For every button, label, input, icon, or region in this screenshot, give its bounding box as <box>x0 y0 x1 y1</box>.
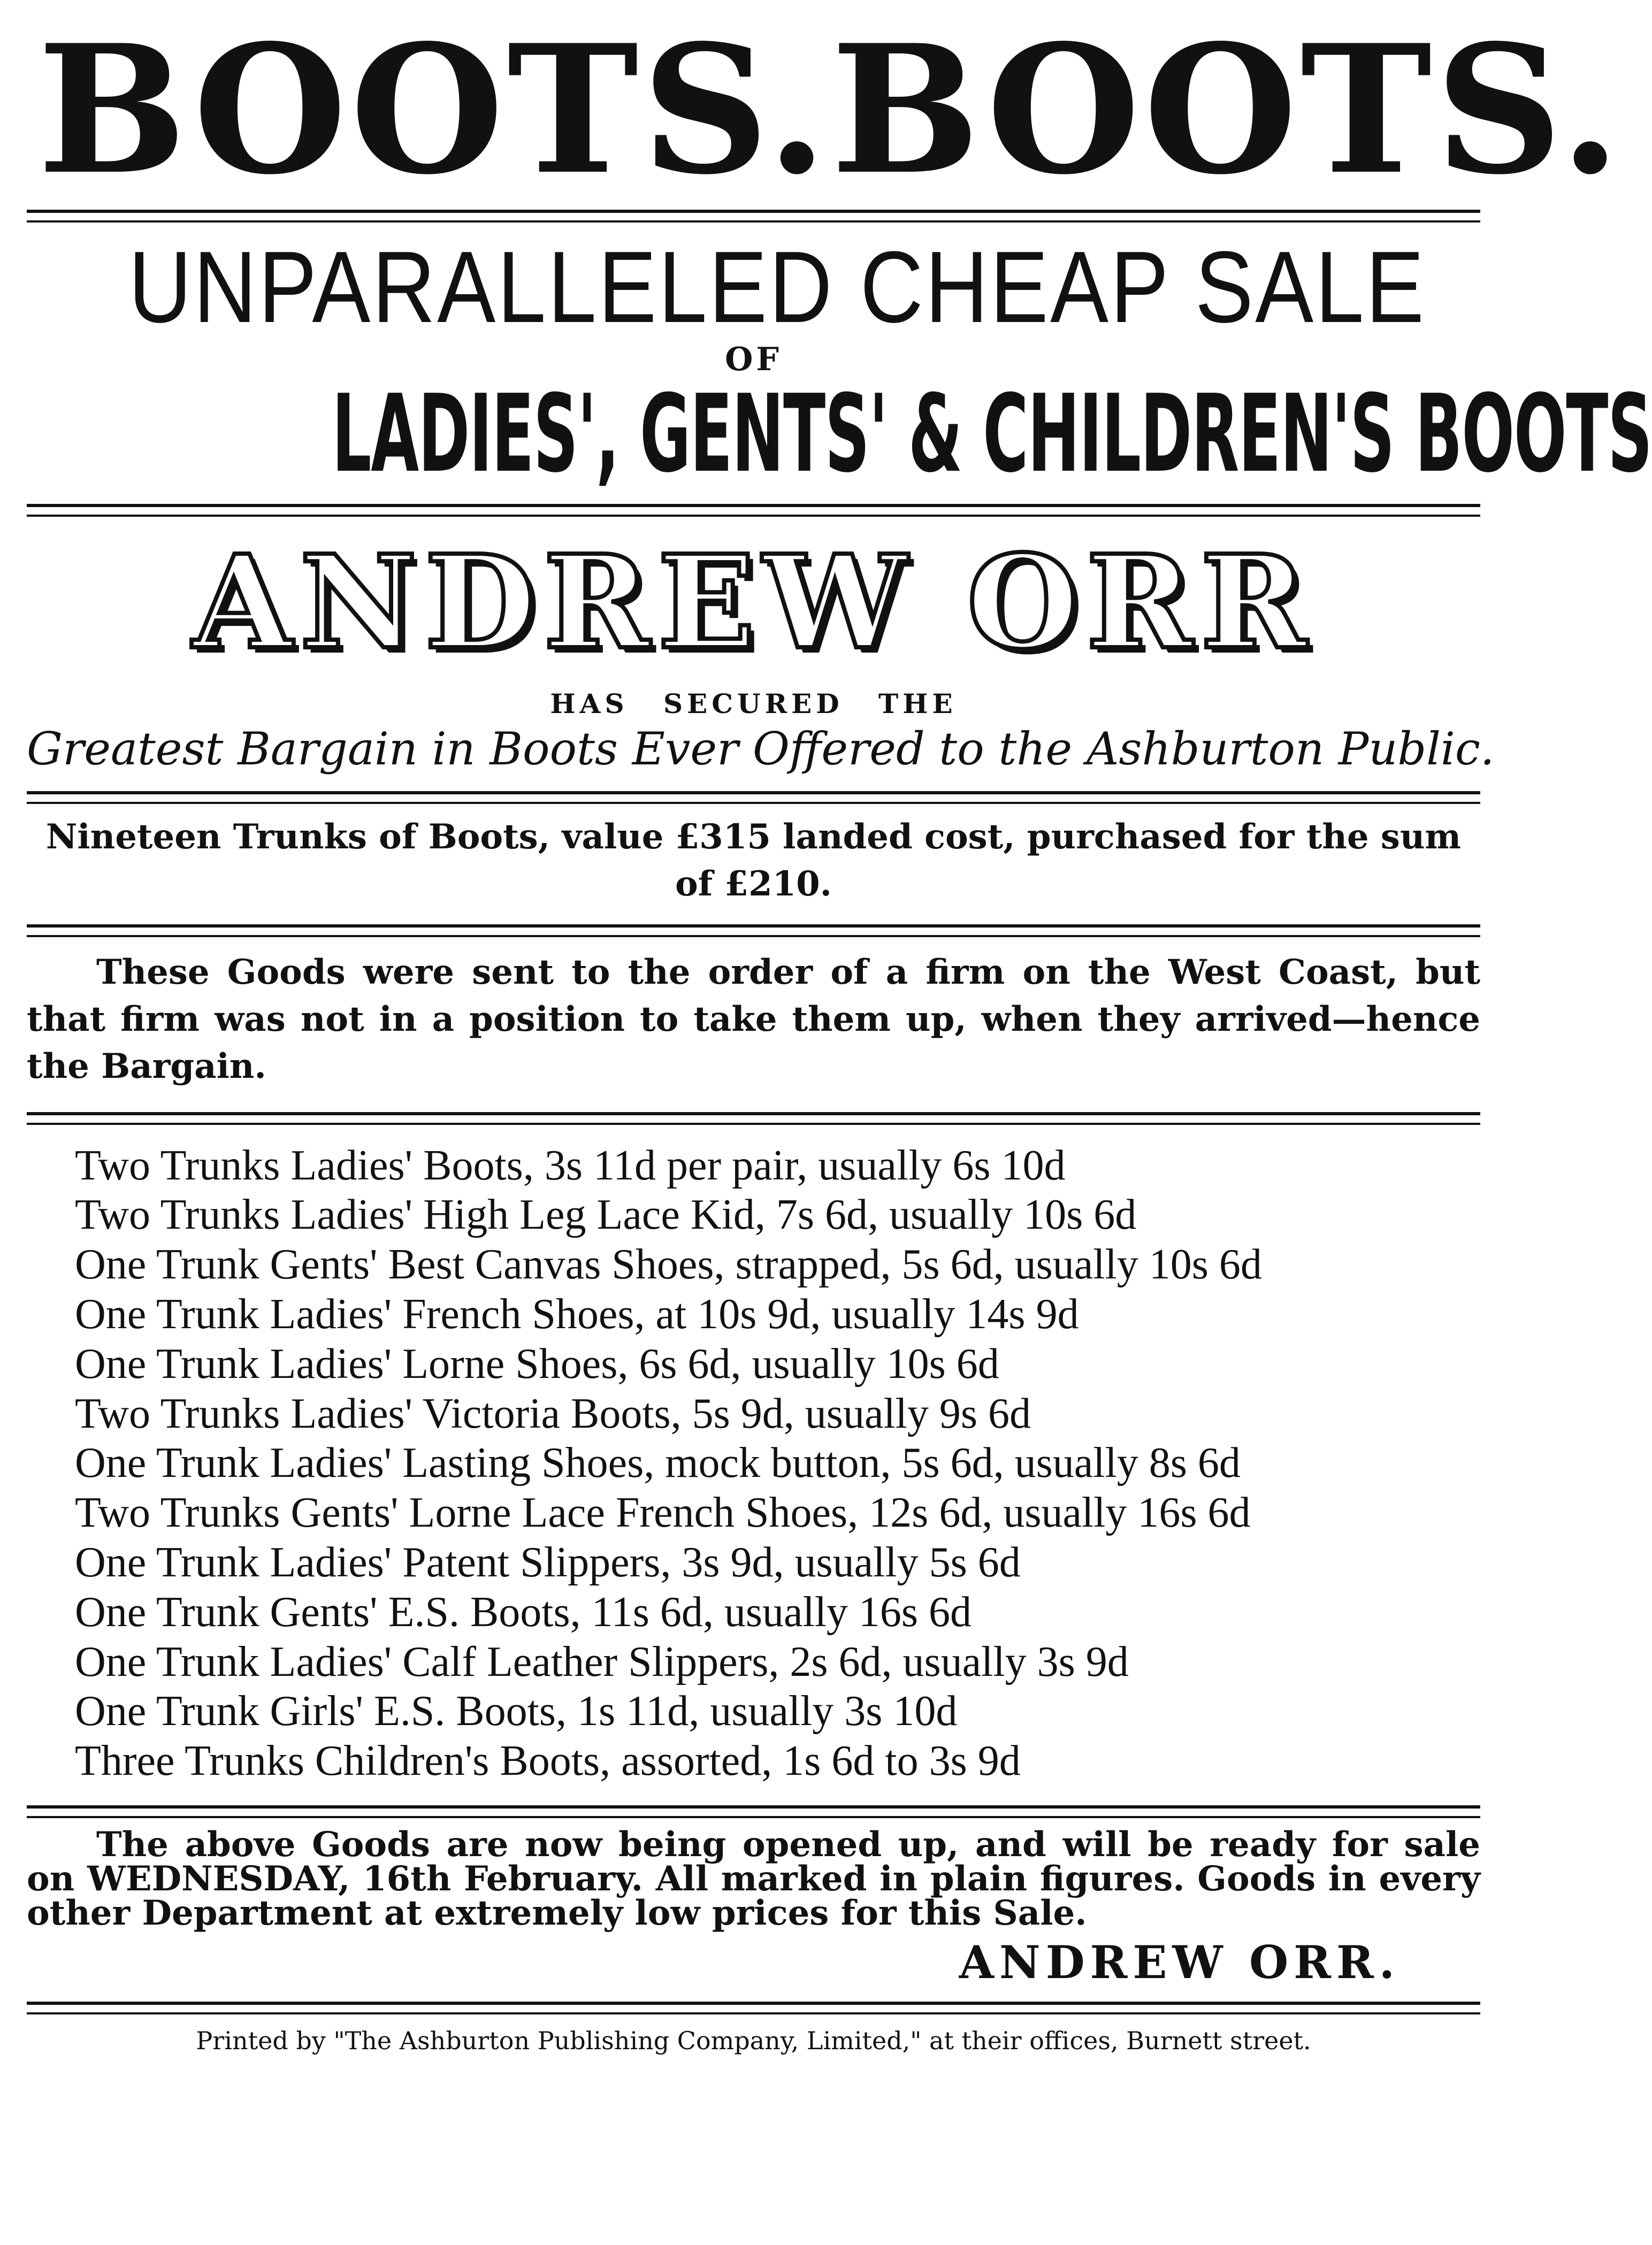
sale-heading: UNPARALLELED CHEAP SALE <box>128 231 1426 344</box>
list-item: Two Trunks Gents' Lorne Lace French Shoes, 12s 6d, usually 16s 6d <box>75 1489 1251 1537</box>
printer-imprint: Printed by "The Ashburton Publishing Company, Limited," at their offices, Burnett street. <box>196 2026 1311 2055</box>
boots-category-heading: LADIES', GENTS' & CHILDREN'S BOOTS <box>332 372 1652 496</box>
list-item: One Trunk Ladies' Lorne Shoes, 6s 6d, usually 10s 6d <box>75 1340 999 1388</box>
divider-rule <box>27 924 1480 937</box>
divider-rule <box>27 1112 1480 1125</box>
list-item: One Trunk Ladies' Calf Leather Slippers, 2s 6d, usually 3s 9d <box>75 1638 1129 1685</box>
closing-paragraph: The above Goods are now being opened up, and will be ready for sale on WEDNESDAY, 16th February. All marked in plain figures. Goods in every other Department at extremely low prices for this Sale. <box>27 1824 1480 1933</box>
list-item: Two Trunks Ladies' High Leg Lace Kid, 7s 6d, usually 10s 6d <box>75 1191 1137 1239</box>
list-item: One Trunk Gents' Best Canvas Shoes, strapped, 5s 6d, usually 10s 6d <box>75 1241 1262 1289</box>
price-list <box>27 1141 1480 1786</box>
bargain-tagline: Greatest Bargain in Boots Ever Offered to the Ashburton Public. <box>27 723 1495 775</box>
merchant-name-display: ANDREW ORR <box>192 527 1315 678</box>
list-item: Two Trunks Ladies' Victoria Boots, 5s 9d, usually 9s 6d <box>75 1390 1031 1437</box>
divider-rule <box>27 791 1480 804</box>
explanation-paragraph: These Goods were sent to the order of a firm on the West Coast, but that firm was not in a position to take them up, when they arrived—hence the Bargain. <box>27 952 1480 1087</box>
divider-rule <box>27 2002 1480 2014</box>
divider-rule <box>27 1805 1480 1818</box>
merchant-signature: ANDREW ORR. <box>959 1935 1400 1989</box>
headline-title-right: BOOTS. <box>830 6 1624 213</box>
divider-rule <box>27 504 1480 517</box>
list-item: One Trunk Ladies' French Shoes, at 10s 9d, usually 14s 9d <box>75 1290 1079 1338</box>
list-item: Two Trunks Ladies' Boots, 3s 11d per pair, usually 6s 10d <box>75 1141 1066 1189</box>
secured-line: HAS SECURED THE <box>550 688 957 719</box>
headline-title <box>27 6 1624 213</box>
list-item: One Trunk Ladies' Patent Slippers, 3s 9d, usually 5s 6d <box>75 1538 1021 1586</box>
list-item: Three Trunks Children's Boots, assorted, 1s 6d to 3s 9d <box>75 1737 1021 1785</box>
offer-paragraph: Nineteen Trunks of Boots, value £315 landed cost, purchased for the sum of £210. <box>45 817 1462 905</box>
list-item: One Trunk Gents' E.S. Boots, 11s 6d, usually 16s 6d <box>75 1588 972 1636</box>
sale-heading-of: OF <box>725 341 782 378</box>
list-item: One Trunk Girls' E.S. Boots, 1s 11d, usually 3s 10d <box>75 1688 958 1735</box>
headline-title-left: BOOTS. <box>37 6 831 213</box>
list-item: One Trunk Ladies' Lasting Shoes, mock button, 5s 6d, usually 8s 6d <box>75 1439 1241 1487</box>
